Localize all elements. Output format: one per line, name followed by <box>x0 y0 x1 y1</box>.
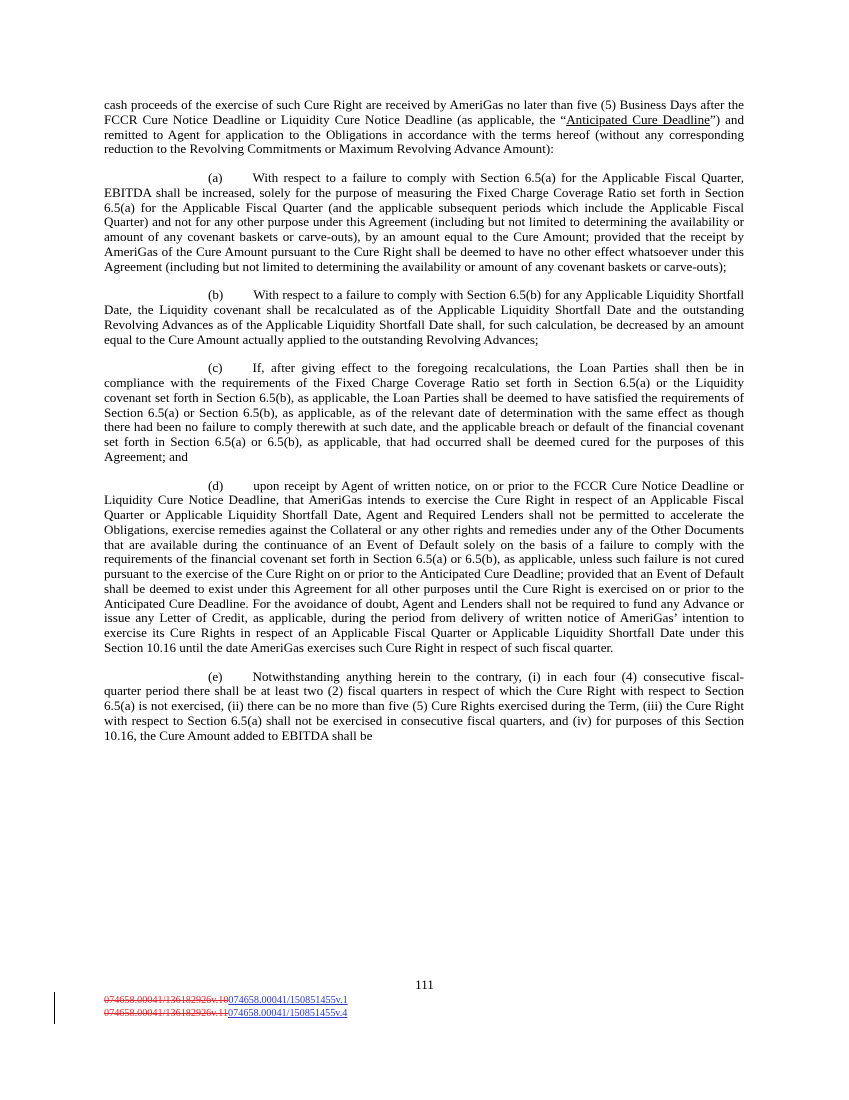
intro-text-end: ”) and remitted to Agent for application to the Obligations in accordance with the terms hereof (without any corresponding reduction to the Revolving Commitments or Maximum Revolving Advance Amount): <box>104 111 744 157</box>
defined-term-anticipated-cure-deadline: Anticipated Cure Deadline <box>566 111 710 127</box>
intro-text-start: cash proceeds of the exercise of such Cure Right are received by AmeriGas no later than five (5) Business Days after the FCCR Cure Notice Deadline or Liquidity Cure Notice Deadline (as applicable, the “ <box>104 97 744 127</box>
deleted-doc-id: 074658.00041/136182926v.10 <box>104 995 229 1006</box>
inserted-doc-id: 074658.00041/150851455v.1 <box>228 995 348 1006</box>
clause-label: (a) <box>208 170 223 185</box>
footer-id-line-1 <box>104 994 348 1007</box>
clause-label: (d) <box>208 477 224 493</box>
document-body <box>104 98 744 757</box>
change-bar <box>54 992 55 1024</box>
clause-label: (c) <box>208 360 223 376</box>
clause-d <box>104 479 744 656</box>
deleted-doc-id: 074658.00041/136182926v.11 <box>104 1008 229 1019</box>
page-number: 111 <box>415 977 434 992</box>
footer-document-ids <box>104 994 348 1020</box>
clause-text: With respect to a failure to comply with Section 6.5(b) for any Applicable Liquidity Shortfall Date, the Liquidity covenant shall be recalculated as of the Applicable Liquidity Shortfall Date and the outstanding Revolving Advances as of the Applicable Liquidity Shortfall Date shall, for such calculation, be decreased by an amount equal to the Cure Amount actually applied to the outstanding Revolving Advances; <box>104 287 744 347</box>
clause-a <box>104 171 744 274</box>
clause-text: If, after giving effect to the foregoing recalculations, the Loan Parties shall then be in compliance with the requirements of the Fixed Charge Coverage Ratio set forth in Section 6.5(a) or the Liquidity covenant set forth in Section 6.5(b), as applicable, the Loan Parties shall be deemed to have satisfied the requirements of Section 6.5(a) or Section 6.5(b), as applicable, as of the relevant date of determination with the same effect as though there had been no failure to comply therewith at such date, and the applicable breach or default of the financial covenant set forth in Section 6.5(a) or 6.5(b), as applicable, that had occurred shall be deemed cured for the purposes of this Agreement; and <box>104 360 744 464</box>
clause-b <box>104 288 744 347</box>
clause-c <box>104 361 744 464</box>
clause-text: With respect to a failure to comply with Section 6.5(a) for the Applicable Fiscal Quarter, EBITDA shall be increased, solely for the purpose of measuring the Fixed Charge Coverage Ratio set forth in Section 6.5(a) for the Applicable Fiscal Quarter (and the applicable subsequent periods which include the Applicable Fiscal Quarter) and not for any other purpose under this Agreement (including but not limited to determining the availability or amount of any covenant baskets or carve-outs), by an amount equal to the Cure Amount; provided that the receipt by AmeriGas of the Cure Amount pursuant to the Cure Right shall be deemed to have no other effect whatsoever under this Agreement (including but not limited to determining the availability or amount of any covenant baskets or carve-outs); <box>104 170 744 274</box>
inserted-doc-id: 074658.00041/150851455v.4 <box>228 1008 348 1019</box>
footer-id-line-2 <box>104 1007 348 1020</box>
clause-text: Notwithstanding anything herein to the contrary, (i) in each four (4) consecutive fiscal-quarter period there shall be at least two (2) fiscal quarters in respect of which the Cure Right with respect to Section 6.5(a) is not exercised, (ii) there can be no more than five (5) Cure Rights exercised during the Term, (iii) the Cure Right with respect to Section 6.5(a) shall not be exercised in consecutive fiscal quarters, and (iv) for purposes of this Section 10.16, the Cure Amount added to EBITDA shall be <box>104 668 744 743</box>
intro-paragraph <box>104 98 744 157</box>
clause-label: (e) <box>208 668 223 684</box>
clause-e <box>104 670 744 744</box>
clause-text: upon receipt by Agent of written notice, on or prior to the FCCR Cure Notice Deadline or Liquidity Cure Notice Deadline, that AmeriGas intends to exercise the Cure Right in respect of an Applicable Fiscal Quarter or Applicable Liquidity Shortfall Date, Agent and Required Lenders shall not be permitted to accelerate the Obligations, exercise remedies against the Collateral or any other rights and remedies under any of the Other Documents that are available during the continuance of an Event of Default solely on the basis of a failure to comply with the requirements of the financial covenant set forth in Section 6.5(a) or 6.5(b), as applicable, unless such failure is not cured pursuant to the exercise of the Cure Right on or prior to the Anticipated Cure Deadline; provided that an Event of Default shall be deemed to exist under this Agreement for all other purposes until the Cure Right is exercised on or prior to the Anticipated Cure Deadline. For the avoidance of doubt, Agent and Lenders shall not be required to fund any Advance or issue any Letter of Credit, as applicable, during the period from delivery of written notice of AmeriGas’ intention to exercise its Cure Rights in respect of an Applicable Fiscal Quarter or Applicable Liquidity Shortfall Date under this Section 10.16 until the date AmeriGas exercises such Cure Right in respect of such fiscal quarter. <box>104 477 744 655</box>
clause-label: (b) <box>208 287 224 303</box>
